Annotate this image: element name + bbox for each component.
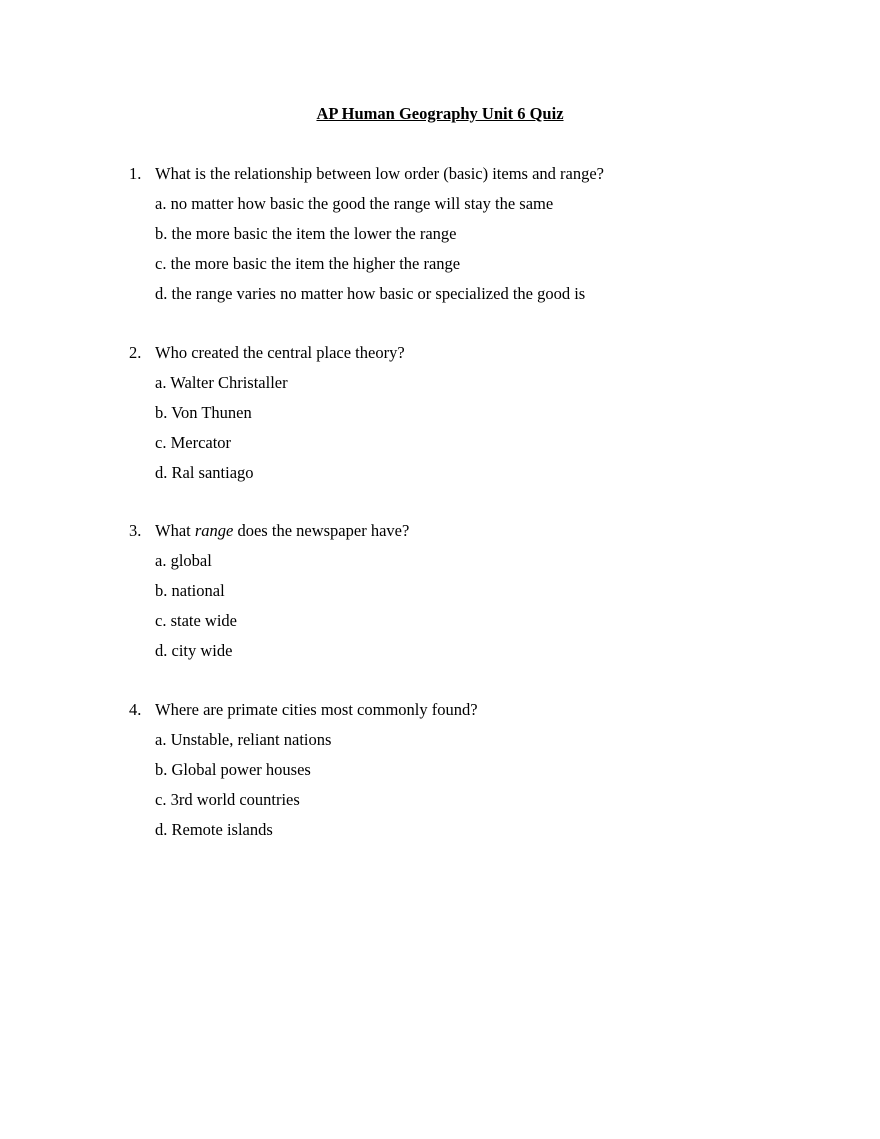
question-line (129, 520, 769, 550)
answer-option-c: c. Mercator (155, 433, 232, 452)
answer-option-d: d. Ral santiago (155, 463, 254, 482)
answer-option-d: d. the range varies no matter how basic or specialized the good is (155, 284, 586, 303)
answer-option-a: a. no matter how basic the good the range will stay the same (155, 194, 554, 213)
question-line (129, 163, 769, 193)
answer-option-c: c. 3rd world countries (155, 790, 300, 809)
document-title: AP Human Geography Unit 6 Quiz (316, 104, 564, 123)
answer-option-b: b. Global power houses (155, 760, 311, 779)
question-number: 4. (129, 700, 142, 719)
question-text: What is the relationship between low order (basic) items and range? (155, 164, 605, 183)
answer-option-c: c. the more basic the item the higher the range (155, 254, 461, 273)
question-2 (129, 342, 769, 492)
answer-option-b: b. national (155, 581, 225, 600)
question-number: 1. (129, 164, 142, 183)
answer-option-d: d. city wide (155, 641, 233, 660)
question-line (129, 342, 769, 372)
question-text-emphasis: range (194, 521, 234, 540)
answer-option-b: b. Von Thunen (155, 403, 252, 422)
question-text-after: does the newspaper have? (233, 521, 410, 540)
answer-option-a: a. global (155, 551, 212, 570)
answer-option-b: b. the more basic the item the lower the range (155, 224, 457, 243)
question-4 (129, 699, 769, 849)
question-line (129, 699, 769, 729)
question-3 (129, 520, 769, 670)
answer-option-a: a. Walter Christaller (155, 373, 288, 392)
question-text-before: What (155, 521, 195, 540)
question-text: Who created the central place theory? (155, 343, 405, 362)
question-number: 3. (129, 521, 142, 540)
question-1 (129, 163, 769, 313)
question-text: Where are primate cities most commonly found? (155, 700, 478, 719)
question-text (155, 521, 409, 540)
answer-option-a: a. Unstable, reliant nations (155, 730, 332, 749)
answer-option-c: c. state wide (155, 611, 238, 630)
question-number: 2. (129, 343, 142, 362)
answer-option-d: d. Remote islands (155, 820, 273, 839)
